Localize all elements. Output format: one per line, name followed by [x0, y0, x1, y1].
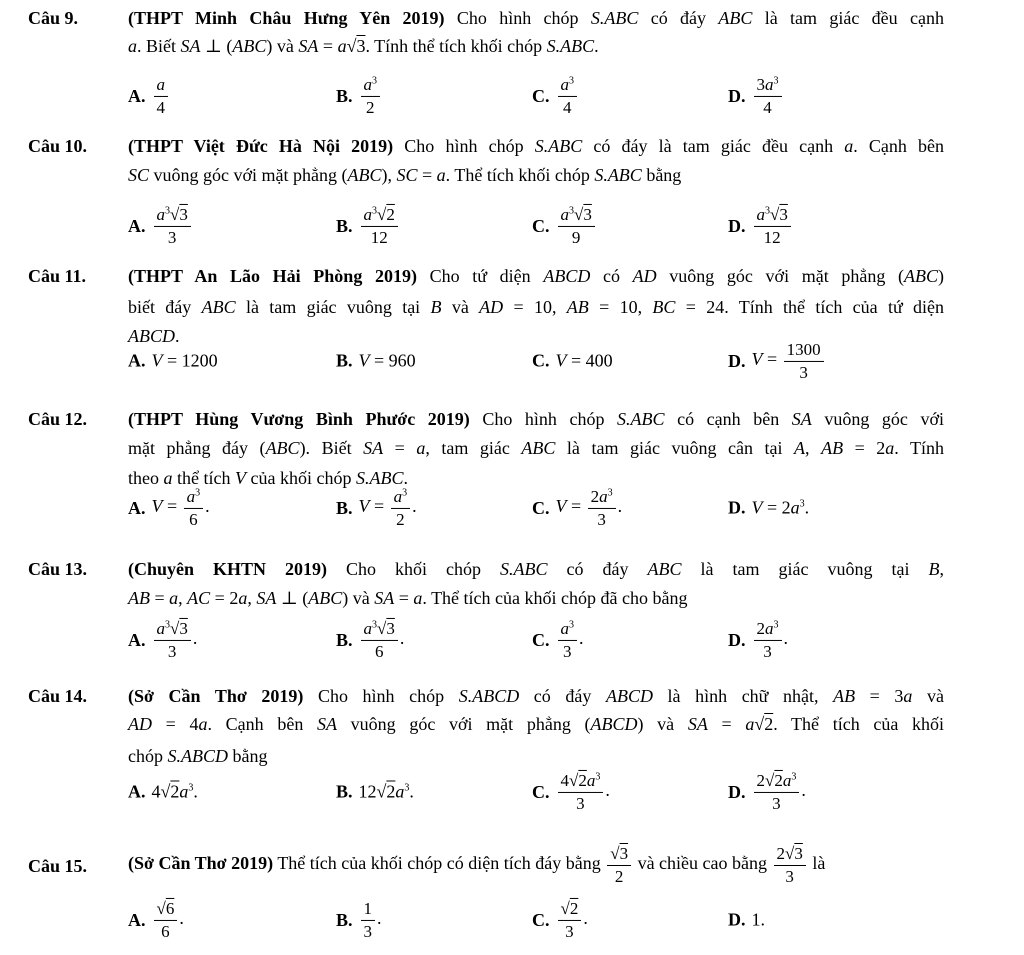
option-label: D. [728, 629, 746, 650]
question-number: Câu 14. [28, 686, 88, 706]
option-label: A. [128, 629, 146, 650]
answer-option [336, 487, 417, 529]
question-text-line: (THPT Hùng Vương Bình Phước 2019) Cho hình chóp S.ABC có cạnh bên SA vuông góc với [128, 409, 944, 429]
option-value: $\frac{a^3√3}{3}$ [152, 205, 193, 247]
option-label: D. [728, 781, 746, 802]
question-text-line: SC vuông góc với mặt phẳng (ABC), SC = a. Thể tích khối chóp S.ABC bằng [128, 165, 682, 185]
question-text-line: (THPT An Lão Hải Phòng 2019) Cho tứ diện ABCD có AD vuông góc với mặt phẳng (ABC) [128, 266, 945, 286]
option-value: $\frac{a^3}{4}$ [556, 75, 580, 117]
option-label: A. [128, 215, 146, 236]
option-label: D. [728, 350, 746, 371]
question-text-line: (Chuyên KHTN 2019) Cho khối chóp S.ABC có đáy ABC là tam giác vuông tại B, [128, 559, 945, 579]
answer-option [728, 910, 765, 931]
option-value: $\frac{4√2a^3}{3}$ . [556, 771, 610, 813]
option-value: 1. [751, 909, 765, 930]
option-label: A. [128, 85, 146, 106]
question-text-line: (THPT Minh Châu Hưng Yên 2019) Cho hình chóp S.ABC có đáy ABC là tam giác đều cạnh [128, 8, 944, 28]
option-value: V = $\frac{1300}{3}$ [752, 340, 826, 382]
answer-option [532, 619, 584, 661]
question-number: Câu 12. [28, 409, 88, 429]
option-value: V = $\frac{2a^3}{3}$ . [555, 486, 623, 529]
option-label: C. [532, 781, 550, 802]
option-label: A. [128, 781, 146, 802]
question-number: Câu 9. [28, 8, 79, 28]
question-text-line: chóp S.ABCD bằng [128, 746, 268, 766]
option-value: $4√2a^3$. [151, 781, 198, 802]
question-text-line: AB = a, AC = 2a, SA ⊥ (ABC) và SA = a. Thể tích của khối chóp đã cho bằng [128, 588, 688, 608]
option-value: $\frac{a^3√3}{3}$ . [152, 619, 198, 661]
option-label: C. [532, 909, 550, 930]
answer-option [128, 351, 218, 372]
option-value: V = 400 [555, 350, 613, 371]
question-text-line: ABCD. [128, 326, 180, 346]
option-label: B. [336, 497, 353, 518]
answer-option [532, 771, 610, 813]
option-label: B. [336, 350, 353, 371]
option-value: $\frac{a^3}{2}$ [359, 75, 383, 117]
question-number: Câu 15. [28, 856, 88, 876]
answer-option [336, 899, 382, 941]
option-label: B. [336, 215, 353, 236]
answer-option [728, 75, 784, 117]
option-value: V = $\frac{a^3}{2}$ . [358, 486, 417, 529]
option-label: C. [532, 497, 550, 518]
option-value: $\frac{a^3√3}{6}$ . [359, 619, 405, 661]
answer-option [128, 75, 170, 117]
option-value: $\frac{a^3√2}{12}$ [359, 205, 400, 247]
option-value: $\frac{2√2a^3}{3}$ . [752, 771, 806, 813]
question-text-line: (Sở Cần Thơ 2019) Cho hình chóp S.ABCD có đáy ABCD là hình chữ nhật, AB = 3a và [128, 686, 944, 706]
option-label: C. [532, 85, 550, 106]
option-value: $\frac{a}{4}$ [152, 75, 171, 117]
answer-option [336, 619, 404, 661]
option-label: C. [532, 215, 550, 236]
answer-option [128, 619, 197, 661]
option-label: B. [336, 781, 353, 802]
option-value: $V = 2a^3$. [751, 497, 810, 518]
answer-option [532, 351, 613, 372]
answer-option [728, 340, 826, 382]
option-label: D. [728, 215, 746, 236]
answer-option [336, 205, 400, 247]
answer-option [336, 782, 414, 803]
answer-option [728, 205, 793, 247]
option-value: $\frac{a^3√3}{12}$ [752, 205, 793, 247]
option-value: $\frac{√2}{3}$ . [556, 899, 588, 941]
question-text-line: AD = 4a. Cạnh bên SA vuông góc với mặt phẳng (ABCD) và SA = a√2. Thể tích của khối [128, 714, 945, 734]
option-value: $\frac{3a^3}{4}$ [752, 75, 784, 117]
option-value: V = 1200 [151, 350, 218, 371]
option-value: V = 960 [358, 350, 416, 371]
option-label: B. [336, 909, 353, 930]
answer-option [728, 498, 809, 519]
option-label: C. [532, 629, 550, 650]
answer-option [336, 351, 416, 372]
question-text-line: (THPT Việt Đức Hà Nội 2019) Cho hình chóp S.ABC có đáy là tam giác đều cạnh a. Cạnh bên [128, 136, 945, 156]
question-text-line: a. Biết SA ⊥ (ABC) và SA = a√3. Tính thể tích khối chóp S.ABC. [128, 36, 599, 56]
question-number: Câu 13. [28, 559, 88, 579]
option-label: A. [128, 350, 146, 371]
answer-option [128, 899, 184, 941]
question-text-line: theo a thể tích V của khối chóp S.ABC. [128, 468, 408, 488]
question-number: Câu 10. [28, 136, 88, 156]
option-value: $\frac{2a^3}{3}$ . [752, 619, 789, 661]
question-number: Câu 11. [28, 266, 87, 286]
option-label: D. [728, 909, 746, 930]
answer-option [532, 75, 579, 117]
option-value: $\frac{a^3√3}{9}$ [556, 205, 597, 247]
answer-option [728, 619, 788, 661]
option-label: C. [532, 350, 550, 371]
option-value: V = $\frac{a^3}{6}$ . [151, 486, 210, 529]
answer-option [728, 771, 806, 813]
option-value: $\frac{1}{3}$ . [359, 899, 382, 941]
answer-option [128, 205, 193, 247]
option-value: $\frac{a^3}{3}$ . [556, 619, 584, 661]
option-label: A. [128, 909, 146, 930]
option-label: B. [336, 629, 353, 650]
answer-option [532, 487, 622, 529]
option-value: $12√2a^3$. [358, 781, 414, 802]
answer-option [336, 75, 382, 117]
question-text-line: (Sở Cần Thơ 2019) Thể tích của khối chóp có diện tích đáy bằng $\frac{√3}{2}$ và chiều cao bằng $\frac{2√3}{3}$ là [128, 844, 826, 886]
answer-option [532, 205, 597, 247]
answer-option [128, 487, 210, 529]
answer-option [532, 899, 588, 941]
answer-option [128, 782, 198, 803]
option-label: A. [128, 497, 146, 518]
option-label: D. [728, 497, 746, 518]
question-text-line: biết đáy ABC là tam giác vuông tại B và AD = 10, AB = 10, BC = 24. Tính thể tích của tứ diện [128, 297, 945, 317]
option-label: D. [728, 85, 746, 106]
option-value: $\frac{√6}{6}$ . [152, 899, 184, 941]
option-label: B. [336, 85, 353, 106]
question-text-line: mặt phẳng đáy (ABC). Biết SA = a, tam giác ABC là tam giác vuông cân tại A, AB = 2a. Tính [128, 438, 944, 458]
